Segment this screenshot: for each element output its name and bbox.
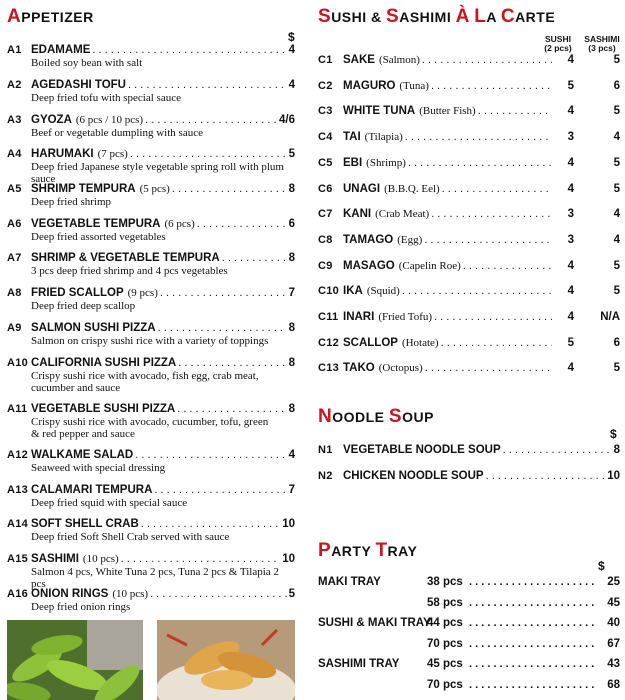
menu-item (7, 588, 295, 614)
item-name: GYOZA (31, 114, 72, 126)
appetizer-title (7, 6, 94, 28)
item-name: FRIED SCALLOP (31, 287, 124, 299)
sushi-item (318, 260, 620, 274)
item-subtitle: (Squid) (366, 285, 400, 298)
sushi-price: 3 (567, 208, 574, 221)
tray-quantity: 58 pcs (427, 596, 463, 609)
leader-dots (150, 588, 287, 600)
menu-item-row (7, 44, 295, 58)
sushi-item (318, 131, 620, 145)
leader-dots (469, 638, 596, 650)
item-name: SOFT SHELL CRAB (31, 518, 139, 530)
item-name: SHRIMP TEMPURA (31, 183, 136, 195)
item-description: Seaweed with special dressing (31, 462, 166, 474)
item-description: Crispy sushi rice with avocado, fish egg, crab meat, (31, 370, 259, 382)
sushi-item (318, 54, 620, 68)
sashimi-price: 5 (613, 362, 620, 375)
item-description: Salmon 4 pcs, White Tuna 2 pcs, Tuna 2 pcs & Tilapia 2 pcs (31, 566, 279, 590)
sushi-item (318, 234, 620, 248)
item-code: A5 (7, 183, 22, 195)
tray-name: SASHIMI TRAY (318, 658, 400, 670)
leader-dots (469, 597, 596, 609)
leader-dots (158, 322, 287, 334)
sushi-title (318, 6, 555, 28)
noodle-title (318, 406, 434, 428)
item-code: A11 (7, 403, 28, 415)
menu-item (7, 44, 295, 70)
item-description: Deep fried assorted vegetables (31, 231, 166, 243)
tray-quantity: 70 pcs (427, 678, 463, 691)
item-code: A12 (7, 449, 29, 461)
item-subtitle: (Butter Fish) (419, 105, 476, 118)
tray-quantity: 45 pcs (427, 658, 463, 670)
item-name: SAKE (343, 54, 375, 66)
item-name: EBI (343, 156, 363, 169)
item-name: TAKO (343, 362, 375, 375)
item-code: A8 (7, 287, 22, 299)
item-code: C6 (318, 182, 333, 195)
appetizer-title-initial: A (7, 6, 22, 27)
sashimi-column-header (582, 35, 622, 53)
item-subtitle: (Crab Meat) (375, 208, 430, 221)
sushi-price: 4 (567, 311, 574, 323)
menu-item-row (7, 449, 295, 463)
sushi-item (318, 183, 620, 197)
item-name: SALMON SUSHI PIZZA (31, 322, 156, 334)
party-title (318, 540, 417, 562)
menu-item (7, 79, 295, 105)
item-code: N2 (318, 470, 333, 482)
item-subtitle: (Octopus) (378, 362, 423, 375)
leader-dots (469, 576, 596, 588)
noodle-title-mid: OODLE (332, 409, 389, 425)
leader-dots (434, 311, 552, 323)
menu-item-row (7, 357, 295, 371)
item-description: cucumber and sauce (31, 381, 121, 394)
item-price: 8 (288, 252, 295, 264)
sushi-title-part-7: A (486, 9, 501, 25)
menu-item-row (7, 518, 295, 532)
sashimi-price: 5 (613, 259, 620, 272)
item-name: MAGURO (343, 79, 396, 92)
leader-dots (422, 54, 552, 66)
tray-row (318, 617, 620, 631)
item-name: HARUMAKI (31, 148, 94, 160)
item-subtitle: (Shrimp) (366, 156, 406, 169)
tray-quantity: 70 pcs (427, 637, 463, 650)
menu-item (7, 322, 295, 348)
party-title-mid: ARTY (331, 543, 376, 559)
item-code: C10 (318, 285, 340, 298)
menu-item-row (7, 79, 295, 93)
item-code: C12 (318, 336, 340, 349)
item-price: 5 (288, 588, 295, 600)
sashimi-column-sub: (3 pcs) (588, 43, 616, 53)
menu-item-row (7, 218, 295, 232)
sushi-item (318, 311, 620, 325)
sushi-item (318, 80, 620, 94)
item-name: EDAMAME (31, 44, 91, 56)
leader-dots (128, 79, 287, 91)
menu-item (7, 148, 295, 185)
item-name: SHRIMP & VEGETABLE TEMPURA (31, 252, 220, 264)
sushi-title-part-0: S (318, 6, 332, 27)
sushi-item (318, 105, 620, 119)
noodle-title-second: S (388, 406, 403, 427)
leader-dots (178, 357, 286, 369)
item-subtitle: (B.B.Q. Eel) (384, 182, 440, 195)
sushi-column-label: SUSHI (545, 34, 571, 44)
sushi-price: 5 (567, 79, 574, 92)
noodle-title-rest: OUP (402, 409, 434, 425)
item-price: 8 (288, 357, 295, 369)
item-description: Deep fried Soft Shell Crab served with sauce (31, 531, 230, 543)
item-code: A4 (7, 148, 22, 160)
menu-item (7, 114, 295, 140)
menu-item-row (7, 252, 295, 266)
sashimi-price: 5 (613, 285, 620, 298)
item-name: UNAGI (343, 182, 381, 195)
leader-dots (222, 252, 287, 264)
sushi-title-part-1: USHI & (331, 9, 387, 25)
tray-name: MAKI TRAY (318, 576, 381, 588)
item-price: 6 (288, 218, 295, 230)
item-subtitle: (Salmon) (378, 54, 420, 66)
leader-dots (141, 518, 280, 530)
item-code: N1 (318, 444, 333, 456)
sashimi-price: 5 (613, 156, 620, 169)
tray-row (318, 576, 620, 590)
item-description: 3 pcs deep fried shrimp and 4 pcs vegetables (31, 265, 228, 277)
item-price: 4 (288, 79, 295, 91)
item-description: Deep fried Japanese style vegetable spring roll with plum sauce (31, 161, 284, 185)
item-code: A10 (7, 357, 29, 369)
item-name: TAI (343, 131, 361, 144)
party-title-initial: P (318, 540, 332, 561)
sashimi-price: 5 (613, 54, 620, 66)
menu-item-row (7, 403, 295, 417)
sushi-title-part-3: ASHIMI (399, 9, 456, 25)
sashimi-price: 5 (613, 182, 620, 195)
tray-price: 68 (607, 678, 620, 691)
item-subtitle: (Tuna) (399, 79, 429, 92)
item-name: VEGETABLE SUSHI PIZZA (31, 403, 176, 415)
item-price: 10 (607, 470, 620, 482)
sushi-price: 4 (567, 105, 574, 118)
party-title-rest: RAY (387, 543, 418, 559)
menu-item-row (7, 183, 295, 197)
tempura-photo (157, 620, 295, 700)
item-code: A2 (7, 79, 22, 91)
item-name: SASHIMI (31, 553, 79, 565)
item-quantity: (9 pcs) (127, 287, 158, 299)
item-subtitle: (Fried Tofu) (378, 311, 433, 323)
menu-item (7, 449, 295, 475)
leader-dots (431, 208, 552, 220)
item-price: 4/6 (279, 114, 295, 126)
menu-item-row (7, 322, 295, 336)
item-price: 8 (288, 183, 295, 195)
item-quantity: (10 pcs) (112, 588, 149, 600)
item-description: Beef or vegetable dumpling with sauce (31, 127, 203, 139)
leader-dots (469, 658, 596, 670)
tray-row (318, 658, 620, 672)
item-name: SCALLOP (343, 336, 398, 349)
leader-dots (486, 470, 606, 482)
sushi-column-sub: (2 pcs) (544, 43, 572, 53)
appetizer-title-rest: PPETIZER (21, 9, 94, 25)
sashimi-column-label: SASHIMI (584, 34, 620, 44)
tray-price: 40 (607, 617, 620, 629)
sushi-price: 5 (567, 336, 574, 349)
item-name: IKA (343, 285, 363, 298)
sushi-price: 4 (567, 54, 574, 66)
item-name: WALKAME SALAD (31, 449, 134, 461)
sushi-item (318, 157, 620, 171)
leader-dots (405, 131, 552, 143)
sushi-title-part-8: C (500, 6, 516, 27)
menu-item (7, 287, 295, 313)
item-price: 8 (288, 322, 295, 334)
item-code: C11 (318, 311, 339, 323)
menu-item (7, 183, 295, 209)
item-name: KANI (343, 208, 372, 221)
item-name: MASAGO (343, 259, 395, 272)
menu-item (7, 218, 295, 244)
item-code: A16 (7, 588, 29, 600)
leader-dots (121, 553, 281, 565)
leader-dots (130, 148, 287, 160)
noodle-title-initial: N (318, 406, 333, 427)
appetizer-currency: $ (288, 30, 295, 44)
item-subtitle: (Egg) (397, 233, 423, 246)
item-subtitle: (Hotate) (401, 336, 439, 349)
item-name: WHITE TUNA (343, 105, 416, 118)
sashimi-price: 4 (613, 208, 620, 221)
menu-item (7, 403, 295, 440)
item-code: A7 (7, 252, 22, 264)
leader-dots (145, 114, 277, 126)
item-price: 4 (288, 449, 295, 461)
item-code: C13 (318, 362, 340, 375)
item-name: AGEDASHI TOFU (31, 79, 126, 91)
sushi-price: 3 (567, 233, 574, 246)
item-code: A13 (7, 484, 29, 496)
item-description: Boiled soy bean with salt (31, 57, 143, 69)
leader-dots (503, 444, 612, 456)
leader-dots (424, 234, 552, 246)
leader-dots (469, 679, 596, 691)
item-code: A1 (7, 44, 22, 56)
item-quantity: (10 pcs) (82, 553, 119, 565)
item-code: A9 (7, 322, 22, 334)
item-description: Deep fried onion rings (31, 601, 131, 613)
item-description: Deep fried tofu with special sauce (31, 92, 181, 104)
item-quantity: (6 pcs / 10 pcs) (75, 114, 144, 126)
leader-dots (160, 287, 287, 299)
sushi-price: 4 (567, 156, 574, 169)
sushi-title-part-4: À (455, 6, 470, 27)
leader-dots (469, 617, 596, 629)
tray-quantity: 44 pcs (427, 617, 463, 629)
item-code: C1 (318, 54, 333, 66)
sushi-price: 3 (567, 131, 574, 144)
leader-dots (154, 484, 286, 496)
item-name: TAMAGO (343, 233, 394, 246)
sushi-price: 4 (567, 362, 574, 375)
item-price: 7 (288, 287, 295, 299)
item-description: & red pepper and sauce (31, 427, 135, 440)
item-subtitle: (Capelin Roe) (398, 259, 461, 272)
tray-price: 43 (607, 658, 620, 670)
item-code: A14 (7, 518, 29, 530)
noodle-item (318, 470, 620, 484)
item-name: INARI (343, 311, 375, 323)
party-title-second: T (375, 540, 388, 561)
item-quantity: (5 pcs) (139, 183, 170, 195)
leader-dots (431, 80, 552, 92)
leader-dots (425, 362, 552, 374)
tray-price: 45 (607, 596, 620, 609)
sushi-item (318, 337, 620, 351)
item-quantity: (6 pcs) (164, 218, 195, 230)
leader-dots (177, 403, 286, 415)
menu-item-row (7, 484, 295, 498)
sushi-price: 4 (567, 182, 574, 195)
menu-item-row (7, 114, 295, 128)
sushi-item (318, 285, 620, 299)
item-code: C2 (318, 79, 333, 92)
leader-dots (478, 105, 552, 117)
menu-item-row (7, 148, 295, 162)
menu-item (7, 518, 295, 544)
item-name: CHICKEN NOODLE SOUP (343, 470, 484, 482)
leader-dots (135, 449, 286, 461)
tray-row (318, 597, 620, 611)
tray-price: 25 (607, 576, 620, 588)
menu-item-row (7, 287, 295, 301)
item-name: CALIFORNIA SUSHI PIZZA (31, 357, 177, 369)
tray-row (318, 679, 620, 693)
tray-row (318, 638, 620, 652)
leader-dots (442, 183, 552, 195)
item-price: 10 (282, 518, 295, 530)
item-price: 8 (613, 444, 620, 456)
item-code: A15 (7, 553, 29, 565)
tray-name: SUSHI & MAKI TRAY (318, 617, 431, 629)
item-description: Salmon on crispy sushi rice with a variety of toppings (31, 335, 269, 347)
sushi-item (318, 362, 620, 376)
sushi-price: 4 (567, 285, 574, 298)
menu-item-row (7, 588, 295, 602)
item-code: A3 (7, 114, 22, 126)
menu-item (7, 252, 295, 278)
sushi-title-part-9: ARTE (515, 9, 556, 25)
item-price: 8 (288, 403, 295, 415)
sushi-title-part-2: S (386, 6, 400, 27)
noodle-currency: $ (610, 427, 617, 441)
item-name: VEGETABLE TEMPURA (31, 218, 161, 230)
item-name: VEGETABLE NOODLE SOUP (343, 444, 501, 456)
menu-item-row (7, 553, 295, 567)
item-code: C3 (318, 105, 333, 118)
noodle-item (318, 444, 620, 458)
party-currency: $ (598, 559, 605, 573)
leader-dots (441, 337, 552, 349)
item-subtitle: (Tilapia) (364, 131, 403, 144)
item-description: Crispy sushi rice with avocado, cucumber, tofu, green (31, 416, 269, 428)
item-code: C7 (318, 208, 333, 221)
item-description: Deep fried squid with special sauce (31, 497, 188, 509)
leader-dots (402, 285, 552, 297)
sashimi-price: 6 (613, 79, 620, 92)
leader-dots (463, 260, 552, 272)
item-code: C8 (318, 233, 333, 246)
menu-item (7, 553, 295, 590)
item-price: 4 (288, 44, 295, 56)
sushi-title-part-6: L (474, 6, 487, 27)
sushi-item (318, 208, 620, 222)
item-code: C5 (318, 156, 333, 169)
menu-item (7, 484, 295, 510)
tray-price: 67 (607, 637, 620, 650)
item-code: A6 (7, 218, 22, 230)
menu-item (7, 357, 295, 394)
sashimi-price: 6 (613, 336, 620, 349)
sushi-price: 4 (567, 259, 574, 272)
sashimi-price: 4 (613, 233, 620, 246)
leader-dots (92, 44, 286, 56)
sashimi-price: N/A (600, 311, 620, 323)
item-code: C9 (318, 259, 333, 272)
sushi-column-header (542, 35, 574, 53)
item-description: Deep fried deep scallop (31, 300, 136, 312)
item-quantity: (7 pcs) (97, 148, 128, 160)
leader-dots (408, 157, 552, 169)
sashimi-price: 4 (613, 131, 620, 144)
leader-dots (197, 218, 287, 230)
item-price: 7 (288, 484, 295, 496)
item-name: ONION RINGS (31, 588, 109, 600)
tray-quantity: 38 pcs (427, 576, 463, 588)
edamame-photo (7, 620, 143, 700)
item-name: CALAMARI TEMPURA (31, 484, 153, 496)
sashimi-price: 5 (613, 105, 620, 118)
item-description: Deep fried shrimp (31, 196, 112, 208)
item-price: 5 (288, 148, 295, 160)
item-code: C4 (318, 131, 333, 144)
item-price: 10 (282, 553, 295, 565)
leader-dots (172, 183, 287, 195)
